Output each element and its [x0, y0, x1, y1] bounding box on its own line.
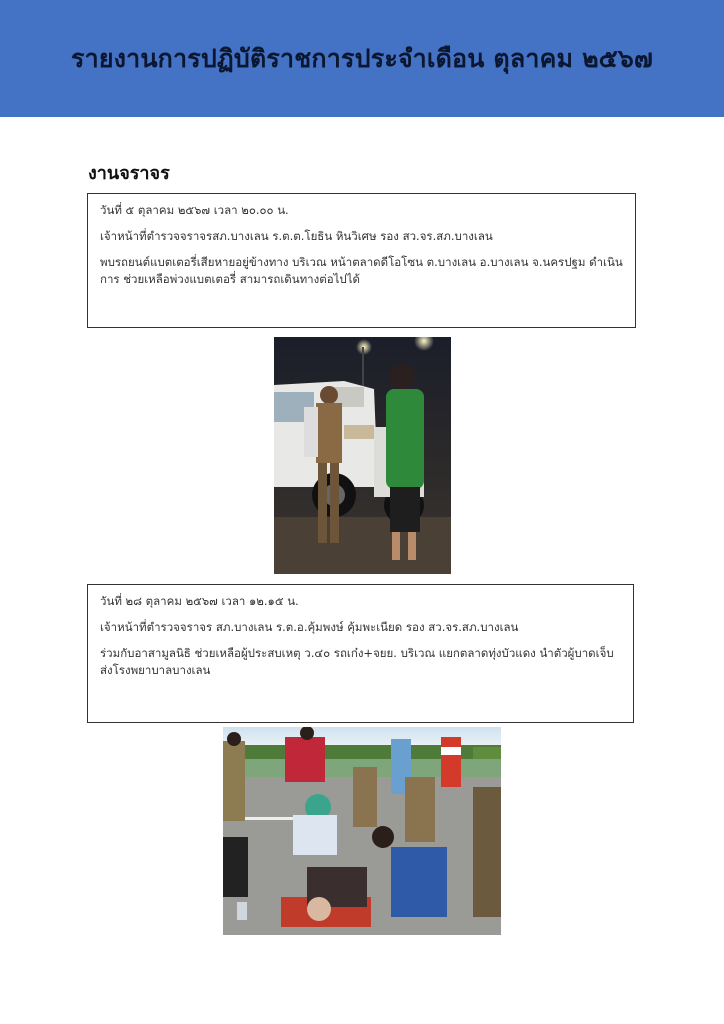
photo-battery-assist: [274, 337, 451, 574]
page-title: รายงานการปฏิบัติราชการประจำเดือน ตุลาคม ๒๕๖๗: [70, 43, 653, 73]
report-date: วันที่ ๕ ตุลาคม ๒๕๖๗ เวลา ๒๐.๐๐ น.: [100, 203, 289, 217]
report-detail: พบรถยนต์แบตเตอรี่เสียหายอยู่ข้างทาง บริเวณ หน้าตลาดดีโอโซน ต.บางเลน อ.บางเลน จ.นครปฐม ดำเนินการ ช่วยเหลือพ่วงแบตเตอรี่ สามารถเดินทางต่อไปได้: [100, 254, 623, 287]
report-detail: ร่วมกับอาสามูลนิธิ ช่วยเหลือผู้ประสบเหตุ ว.๔๐ รถเก๋ง+จยย. บริเวณ แยกตลาดทุ่งบัวแดง นำตัวผู้บาดเจ็บส่งโรงพยาบาลบางเลน: [100, 645, 614, 678]
report-officer: เจ้าหน้าที่ตำรวจจราจรสภ.บางเลน ร.ต.ต.โยธิน หินวิเศษ รอง สว.จร.สภ.บางเลน: [100, 228, 493, 243]
report-officer: เจ้าหน้าที่ตำรวจจราจร สภ.บางเลน ร.ต.อ.คุ้มพงษ์ คุ้มพะเนียด รอง สว.จร.สภ.บางเลน: [100, 619, 519, 634]
photo-accident-rescue: [223, 727, 501, 935]
section-title: งานจราจร: [88, 163, 170, 184]
page-header: [0, 0, 724, 117]
report-box-1: [87, 193, 636, 328]
report-date: วันที่ ๒๘ ตุลาคม ๒๕๖๗ เวลา ๑๒.๑๕ น.: [100, 594, 299, 608]
report-box-2: [87, 584, 634, 723]
